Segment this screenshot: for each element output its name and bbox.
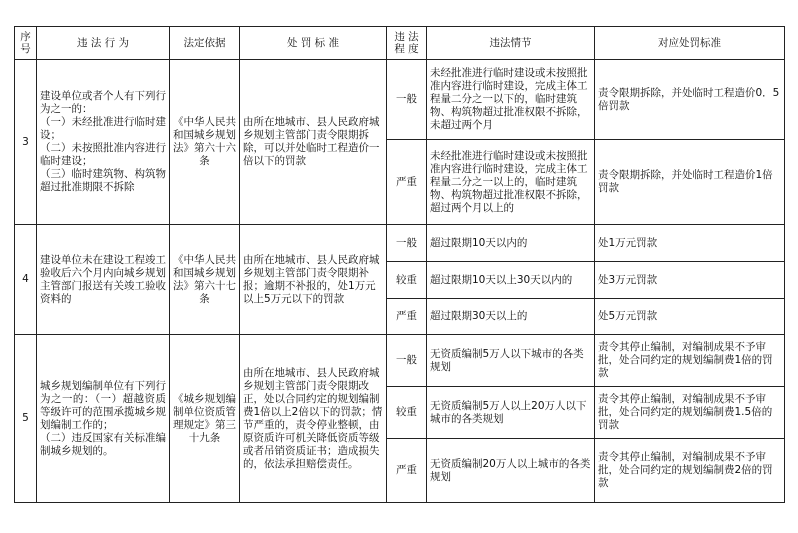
row-number: 4 [15,225,37,335]
corresponding-standard: 责令其停止编制，对编制成果不予审批，处合同约定的规划编制费1.5倍的罚款 [595,387,785,439]
violation-behavior: 城乡规划编制单位有下列行为之一的：（一）超越资质等级许可的范围承揽城乡规划编制工作的； （二）违反国家有关标准编制城乡规划的。 [37,335,170,503]
violation-circumstance: 无资质编制20万人以上城市的各类规划 [427,439,595,503]
penalty-standard-table [14,26,785,503]
penalty-standard: 由所在地城市、县人民政府城乡规划主管部门责令限期补报；逾期不补报的，处1万元以上5万元以下的罚款 [240,225,387,335]
violation-degree: 较重 [387,262,427,299]
violation-degree: 一般 [387,335,427,387]
violation-degree: 一般 [387,60,427,140]
header-num: 序号 [15,27,37,60]
row-number: 5 [15,335,37,503]
violation-circumstance: 超过限期30天以上的 [427,299,595,335]
header-circumstance: 违法情节 [427,27,595,60]
violation-degree: 严重 [387,299,427,335]
violation-behavior: 建设单位或者个人有下列行为之一的： （一）未经批准进行临时建设； （二）未按照批准内容进行临时建设； （三）临时建筑物、构筑物超过批准期限不拆除 [37,60,170,225]
violation-degree: 较重 [387,387,427,439]
violation-circumstance: 无资质编制5万人以上20万人以下城市的各类规划 [427,387,595,439]
corresponding-standard: 责令限期拆除，并处临时工程造价0．5倍罚款 [595,60,785,140]
violation-circumstance: 超过限期10天以内的 [427,225,595,262]
violation-circumstance: 未经批准进行临时建设或未按照批准内容进行临时建设，完成主体工程量二分之一以下的，临时建筑物、构筑物超过批准权限不拆除，未超过两个月 [427,60,595,140]
legal-basis: 《城乡规划编制单位资质管理规定》第三十九条 [170,335,240,503]
violation-circumstance: 超过限期10天以上30天以内的 [427,262,595,299]
header-behavior: 违 法 行 为 [37,27,170,60]
violation-degree: 一般 [387,225,427,262]
header-degree: 违 法 程 度 [387,27,427,60]
legal-basis: 《中华人民共和国城乡规划法》第六十六条 [170,60,240,225]
table-row [15,60,785,140]
header-penalty: 处 罚 标 准 [240,27,387,60]
penalty-standard: 由所在地城市、县人民政府城乡规划主管部门责令限期拆除，可以并处临时工程造价一倍以下的罚款 [240,60,387,225]
row-number: 3 [15,60,37,225]
penalty-standard-table-container [14,26,785,503]
corresponding-standard: 责令限期拆除，并处临时工程造价1倍罚款 [595,140,785,225]
corresponding-standard: 责令其停止编制，对编制成果不予审批，处合同约定的规划编制费1倍的罚款 [595,335,785,387]
violation-circumstance: 无资质编制5万人以下城市的各类规划 [427,335,595,387]
corresponding-standard: 处5万元罚款 [595,299,785,335]
violation-circumstance: 未经批准进行临时建设或未按照批准内容进行临时建设，完成主体工程量二分之一以上的，临时建筑物、构筑物超过批准权限不拆除，超过两个月以上的 [427,140,595,225]
corresponding-standard: 处3万元罚款 [595,262,785,299]
header-standard: 对应处罚标准 [595,27,785,60]
table-row [15,335,785,387]
violation-behavior: 建设单位未在建设工程竣工验收后六个月内向城乡规划主管部门报送有关竣工验收资料的 [37,225,170,335]
table-row [15,225,785,262]
corresponding-standard: 责令其停止编制，对编制成果不予审批，处合同约定的规划编制费2倍的罚款 [595,439,785,503]
violation-degree: 严重 [387,140,427,225]
header-row [15,27,785,60]
legal-basis: 《中华人民共和国城乡规划法》第六十七条 [170,225,240,335]
penalty-standard: 由所在地城市、县人民政府城乡规划主管部门责令限期改正，处以合同约定的规划编制费1倍以上2倍以下的罚款；情节严重的，责令停业整顿，由原资质许可机关降低资质等级或者吊销资质证书；造成损失的，依法承担赔偿责任。 [240,335,387,503]
corresponding-standard: 处1万元罚款 [595,225,785,262]
violation-degree: 严重 [387,439,427,503]
header-basis: 法定依据 [170,27,240,60]
